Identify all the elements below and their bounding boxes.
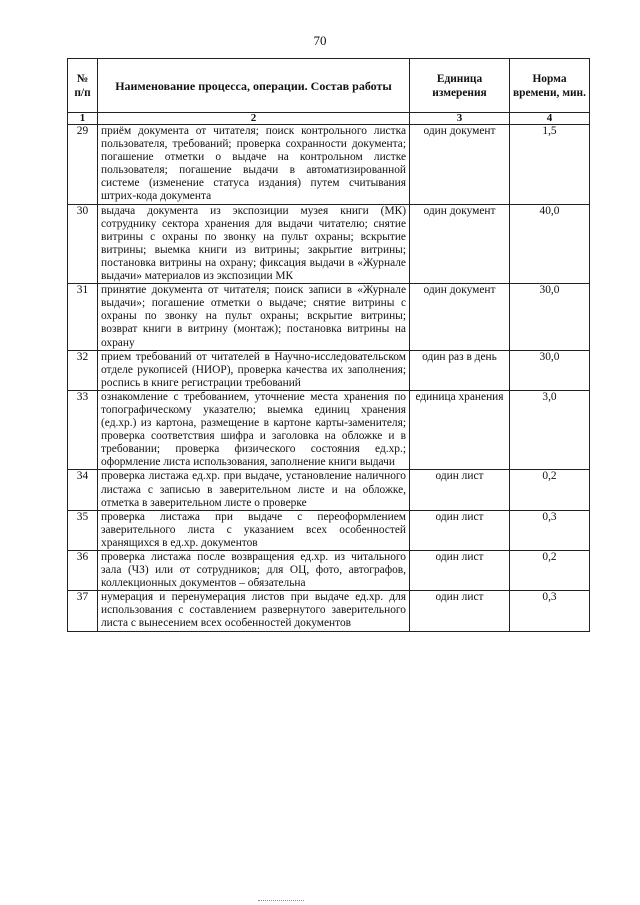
table-row [68, 510, 590, 550]
row-description: принятие документа от читателя; поиск записи в «Журнале выдачи»; погашение отметки о выдаче; снятие витрины с охраны по звонку на пульт охраны; вскрытие витрины; возврат книги в витрину (монтаж); постановка витрины на охрану [98, 284, 410, 350]
row-unit: один документ [410, 125, 510, 205]
column-number: 3 [410, 113, 510, 125]
header-norm: Норма времени, мин. [510, 59, 590, 113]
row-description: ознакомление с требованием, уточнение места хранения по топографическому указателю; выемка единиц хранения (ед.хр.) из картона, размещение в картоне карты-заменителя; проверка соответствия шифра и заголовка на обложке и в требовании; проверка физического состояния ед.хр.; оформление листа использования, заполнение книги выдачи [98, 390, 410, 470]
row-number: 35 [68, 510, 98, 550]
scan-edge-mark [258, 900, 304, 902]
row-number: 36 [68, 551, 98, 591]
row-unit: один лист [410, 510, 510, 550]
row-unit: один раз в день [410, 350, 510, 390]
column-number: 2 [98, 113, 410, 125]
table-row [68, 390, 590, 470]
row-norm: 1,5 [510, 125, 590, 205]
row-norm: 0,2 [510, 551, 590, 591]
row-number: 33 [68, 390, 98, 470]
header-num: № п/п [68, 59, 98, 113]
page-number: 70 [313, 33, 327, 48]
row-number: 37 [68, 591, 98, 631]
table-header-row [68, 59, 590, 113]
row-norm: 40,0 [510, 204, 590, 284]
row-description: выдача документа из экспозиции музея книги (МК) сотруднику сектора хранения для выдачи читателю; снятие витрины с охраны по звонку на пульт охраны; вскрытие витрины; выемка книги из витрины; закрытие витрины; постановка витрины на охрану; фиксация выдачи в «Журнале выдачи» материалов из экспозиции МК [98, 204, 410, 284]
row-unit: один лист [410, 470, 510, 510]
time-norms-table [67, 58, 590, 632]
header-unit: Единица измерения [410, 59, 510, 113]
row-description: проверка листажа при выдаче с переоформлением заверительного листа с указанием всех особенностей хранящихся в ед.хр. документов [98, 510, 410, 550]
table-row [68, 350, 590, 390]
row-norm: 30,0 [510, 284, 590, 350]
table-row [68, 125, 590, 205]
row-number: 32 [68, 350, 98, 390]
row-number: 29 [68, 125, 98, 205]
row-description: приём документа от читателя; поиск контрольного листка пользователя, требований; проверка сохранности документа; погашение отметки о выдаче на контрольном листке пользователя; погашение выдачи в автоматизированной системе (изменение статуса издания) путем считывания штрих-кода документа [98, 125, 410, 205]
table-row [68, 284, 590, 350]
row-norm: 3,0 [510, 390, 590, 470]
row-norm: 0,2 [510, 470, 590, 510]
row-number: 34 [68, 470, 98, 510]
header-name: Наименование процесса, операции. Состав работы [98, 59, 410, 113]
row-description: проверка листажа после возвращения ед.хр. из читального зала (ЧЗ) или от сотрудников; для ОЦ, фото, автографов, коллекционных документов – обязательна [98, 551, 410, 591]
row-norm: 30,0 [510, 350, 590, 390]
row-description: нумерация и перенумерация листов при выдаче ед.хр. для использования с составлением развернутого заверительного листа с вынесением всех особенностей документов [98, 591, 410, 631]
row-description: прием требований от читателей в Научно-исследовательском отделе рукописей (НИОР), проверка качества их заполнения; роспись в книге регистрации требований [98, 350, 410, 390]
row-norm: 0,3 [510, 510, 590, 550]
table-row [68, 204, 590, 284]
row-number: 30 [68, 204, 98, 284]
table-row [68, 470, 590, 510]
row-unit: один документ [410, 204, 510, 284]
table-row [68, 551, 590, 591]
row-unit: один документ [410, 284, 510, 350]
column-number: 4 [510, 113, 590, 125]
row-description: проверка листажа ед.хр. при выдаче, установление наличного листажа с записью в заверительном листе и на обложке, отметка в заверительном листе о проверке [98, 470, 410, 510]
row-norm: 0,3 [510, 591, 590, 631]
row-unit: один лист [410, 551, 510, 591]
column-number-row [68, 113, 590, 125]
row-unit: один лист [410, 591, 510, 631]
row-unit: единица хранения [410, 390, 510, 470]
table-row [68, 591, 590, 631]
column-number: 1 [68, 113, 98, 125]
row-number: 31 [68, 284, 98, 350]
